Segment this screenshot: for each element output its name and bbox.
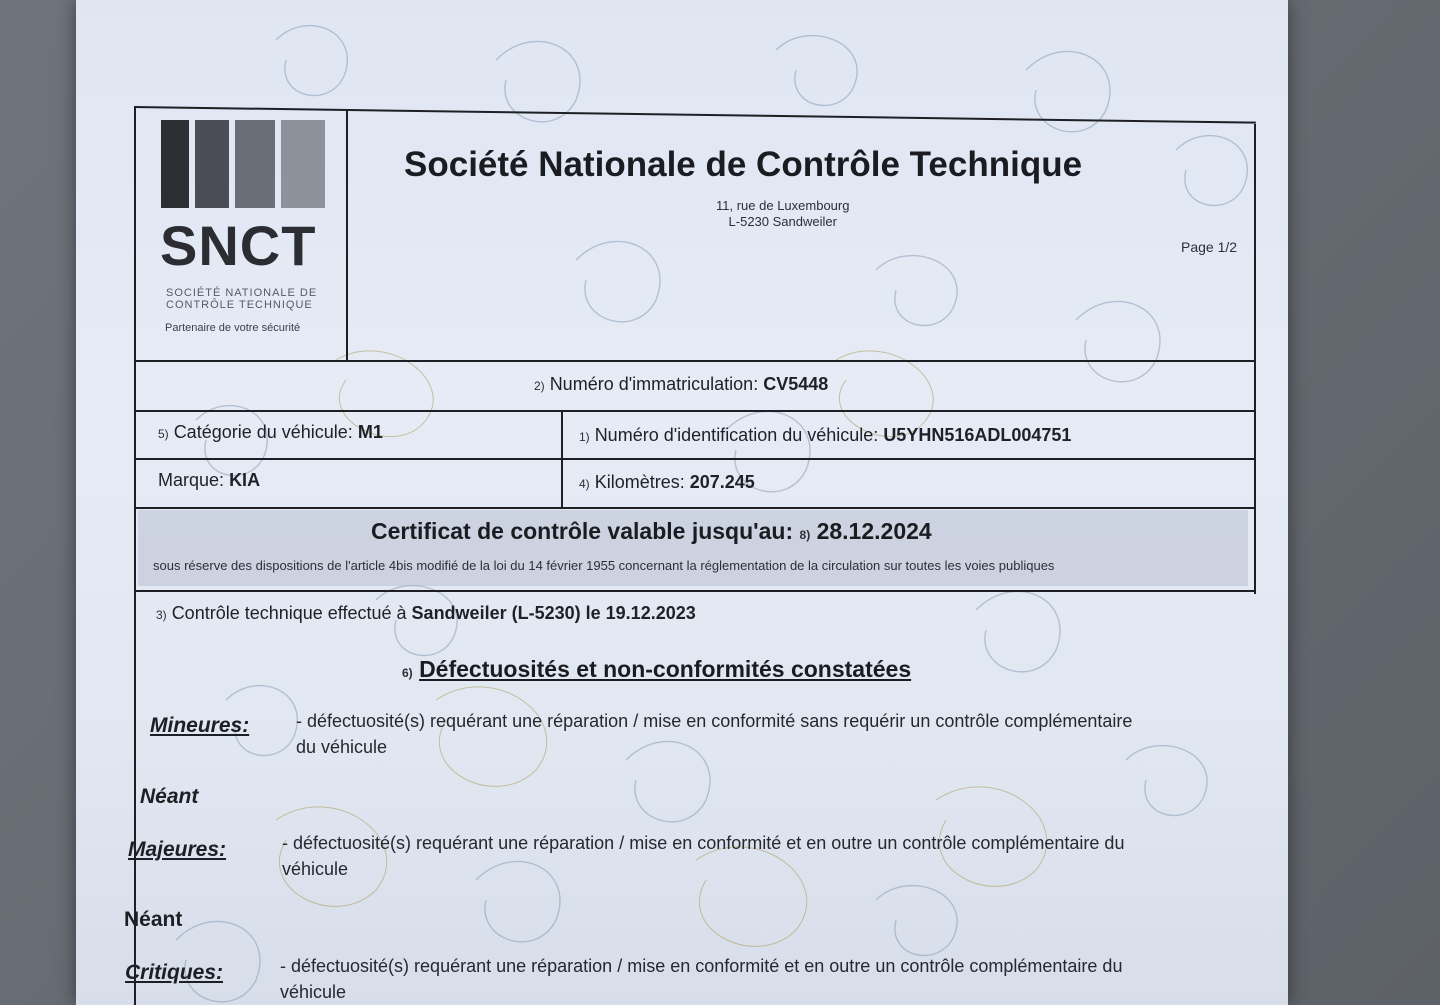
row-line-2 (134, 410, 1256, 412)
minor-description (296, 708, 1236, 760)
address-line2: L-5230 Sandweiler (728, 214, 837, 229)
page-title: Société Nationale de Contrôle Technique (404, 145, 1083, 184)
critical-description-line2: véhicule (280, 982, 347, 1002)
frame-left (134, 106, 136, 1005)
logo-subtitle-line2: CONTRÔLE TECHNIQUE (166, 299, 313, 311)
make-field (158, 470, 260, 491)
inspection-num: 3) (156, 608, 167, 622)
vin-value: U5YHN516ADL004751 (883, 425, 1072, 445)
minor-description-line2: du véhicule (296, 737, 388, 757)
inspection-label: Contrôle technique effectué à (171, 603, 407, 623)
column-divider (561, 410, 563, 508)
major-value: Néant (124, 908, 183, 931)
page-number: Page 1/2 (1181, 239, 1238, 255)
critical-label: Critiques: (125, 961, 224, 984)
logo-subtitle (166, 287, 336, 311)
row-line-3 (134, 458, 1256, 460)
inspection-le: le (585, 603, 601, 623)
inspection-place: Sandweiler (L-5230) (411, 603, 581, 623)
certificate-date: 28.12.2024 (816, 518, 932, 544)
category-label: Catégorie du véhicule: (173, 422, 353, 442)
major-description-line2: véhicule (282, 859, 349, 879)
row-line-5 (134, 590, 1256, 592)
document-paper (76, 0, 1288, 1005)
defects-num: 6) (402, 666, 413, 680)
registration-label: Numéro d'immatriculation: (549, 374, 759, 394)
minor-description-line1: - défectuosité(s) requérant une réparation / mise en conformité sans requérir un contrôle complémentaire (296, 711, 1133, 731)
kilometres-label: Kilomètres: (594, 472, 685, 492)
category-value: M1 (357, 422, 383, 442)
row-line-4 (134, 507, 1256, 509)
registration-value: CV5448 (763, 374, 829, 394)
inspection-date: 19.12.2023 (605, 603, 696, 623)
address (716, 198, 849, 230)
defects-heading-text: Défectuosités et non-conformités constatées (419, 656, 912, 682)
category-field (158, 422, 383, 443)
certificate-note: sous réserve des dispositions de l'article 4bis modifié de la loi du 14 février 1955 concernant la réglementation de la circulation sur toutes les voies publiques (153, 558, 1055, 573)
make-label: Marque: (158, 470, 225, 490)
minor-value: Néant (140, 785, 199, 808)
row-line-1 (134, 360, 1256, 362)
registration-num: 2) (534, 379, 545, 393)
kilometres-num: 4) (579, 477, 590, 491)
kilometres-field (579, 472, 755, 493)
inspection-field (156, 603, 696, 624)
certificate-label: Certificat de contrôle valable jusqu'au: (371, 518, 794, 544)
vin-label: Numéro d'identification du véhicule: (594, 425, 879, 445)
defects-heading (402, 656, 911, 683)
minor-label: Mineures: (150, 714, 250, 737)
major-description (282, 830, 1242, 882)
vin-field (579, 425, 1071, 446)
critical-description (280, 953, 1240, 1005)
logo-divider (346, 110, 348, 360)
registration-field (534, 374, 828, 395)
logo-subtitle-line1: SOCIÉTÉ NATIONALE DE (166, 287, 318, 299)
frame-right (1254, 124, 1256, 594)
logo-tagline: Partenaire de votre sécurité (165, 322, 301, 334)
critical-description-line1: - défectuosité(s) requérant une réparation / mise en conformité et en outre un contrôle complémentaire du (280, 956, 1123, 976)
major-label: Majeures: (128, 838, 227, 861)
make-value: KIA (229, 470, 261, 490)
category-num: 5) (158, 427, 169, 441)
certificate-validity (371, 518, 932, 545)
certificate-num: 8) (799, 528, 811, 542)
address-line1: 11, rue de Luxembourg (716, 198, 850, 213)
snct-logo-bars (161, 120, 325, 208)
major-description-line1: - défectuosité(s) requérant une réparation / mise en conformité et en outre un contrôle complémentaire du (282, 833, 1125, 853)
logo-name: SNCT (160, 214, 317, 277)
vin-num: 1) (579, 430, 590, 444)
kilometres-value: 207.245 (689, 472, 755, 492)
